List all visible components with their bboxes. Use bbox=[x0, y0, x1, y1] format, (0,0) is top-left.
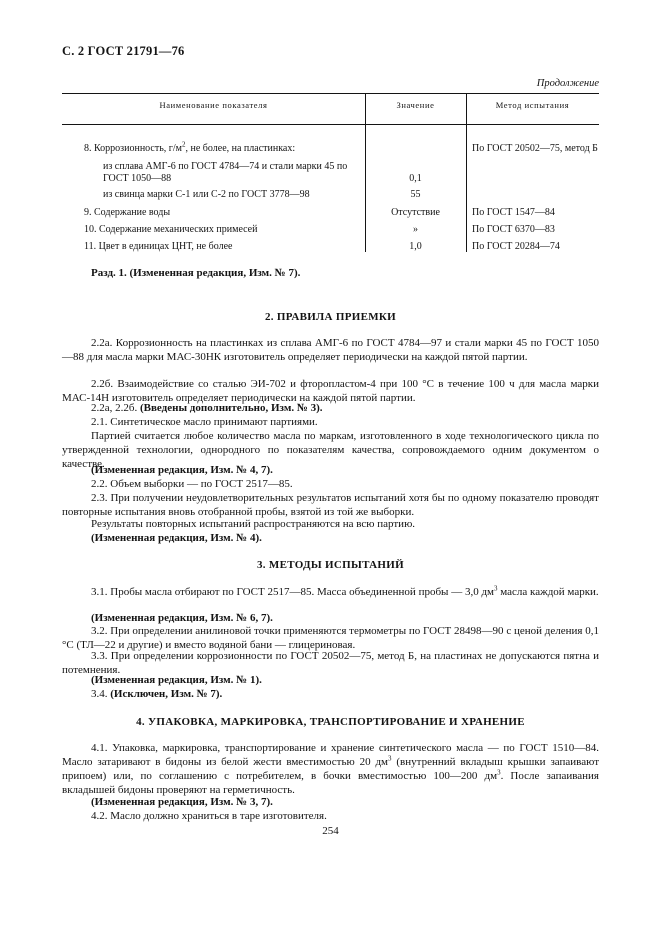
paragraph-4-1: 4.1. Упаковка, маркировка, транспортирование и хранение синтетического масла — по ГОСТ 1510—84. Масло затаривают в бидоны из белой жести вместимостью 20 $дм^3$ (внутренний вкладыш крышки запаивают припоем) или, по соглашению с потребителем, в бочки вместимостью 100—200 $дм^3$. После запаивания вкладышей бидоны проверяют на герметичность. bbox=[62, 742, 599, 796]
paragraph-3-1: 3.1. Пробы масла отбирают по ГОСТ 2517—85. Масса объединенной пробы — 3,0 $дм^3$ масла каждой марки. bbox=[91, 584, 599, 598]
table-row-8-sub2-value: 55 bbox=[410, 189, 421, 200]
paragraph-2-2a: 2.2а. Коррозионность на пластинках из сплава АМГ-6 по ГОСТ 4784—97 и стали марки 45 по ГОСТ 1050—88 для масла марки МАС-30НК изготовитель определяет периодически на каждой пятой партии. bbox=[62, 337, 599, 363]
paragraph-2-2: 2.2. Объем выборки — по ГОСТ 2517—85. bbox=[91, 478, 293, 490]
section-4-title: 4. УПАКОВКА, МАРКИРОВКА, ТРАНСПОРТИРОВАНИЕ И ХРАНЕНИЕ bbox=[136, 716, 525, 728]
paragraph-2-1-batch: Партией считается любое количество масла по маркам, изготовленного в ходе технологического цикла по утвержденной технологии, однородного по показателям качества, сопровождаемого одним документом о качестве. bbox=[62, 430, 599, 470]
edit-note-2-b: (Измененная редакция, Изм. № 4). bbox=[91, 532, 262, 544]
section-1-note: Разд. 1. (Измененная редакция, Изм. № 7). bbox=[91, 267, 301, 279]
paragraph-4-2: 4.2. Масло должно храниться в таре изготовителя. bbox=[91, 810, 327, 822]
continued-label: Продолжение bbox=[536, 78, 599, 89]
paragraph-2-2b: 2.2б. Взаимодействие со сталью ЭИ-702 и фторопластом-4 при 100 °С в течение 100 ч для масла марки МАС-14Н изготовитель определяет периодически на каждой пятой партии. bbox=[62, 378, 599, 404]
table-row-8-sub2-label: из свинца марки С-1 или С-2 по ГОСТ 3778—98 bbox=[103, 189, 310, 200]
edit-note-4-a: (Измененная редакция, Изм. № 3, 7). bbox=[91, 796, 273, 808]
paragraph-2-1: 2.1. Синтетическое масло принимают партиями. bbox=[91, 416, 318, 428]
table-row-10-method: По ГОСТ 6370—83 bbox=[472, 224, 555, 235]
table-col-divider-2-body bbox=[466, 125, 467, 252]
table-row-9-label: 9. Содержание воды bbox=[84, 207, 171, 218]
edit-note-2-a: (Измененная редакция, Изм. № 4, 7). bbox=[91, 464, 273, 476]
paragraph-3-4: 3.4. (Исключен, Изм. № 7). bbox=[91, 688, 223, 700]
edit-note-3-b: (Измененная редакция, Изм. № 1). bbox=[91, 674, 262, 686]
paragraph-2-3: 2.3. При получении неудовлетворительных результатов испытаний хотя бы по одному показателю проводят повторные испытания вновь отобранной пробы, взятой из той же выборки. bbox=[62, 492, 599, 518]
table-row-11-value: 1,0 bbox=[409, 241, 422, 252]
table-row-8-label: 8. Коррозионность, $г/м^2$, не более, на пластинках: bbox=[84, 140, 296, 154]
table-row-11-method: По ГОСТ 20284—74 bbox=[472, 241, 560, 252]
section-3-title: 3. МЕТОДЫ ИСПЫТАНИЙ bbox=[257, 559, 404, 571]
table-row-10-value: » bbox=[413, 224, 418, 235]
section-2-title: 2. ПРАВИЛА ПРИЕМКИ bbox=[264, 311, 397, 323]
paragraph-3-2: 3.2. При определении анилиновой точки применяются термометры по ГОСТ 28498—90 с ценой деления 0,1 °С (ТЛ—22 и другие) и вместо водяной бани — глицериновая. bbox=[62, 625, 599, 651]
edit-note-3-a: (Измененная редакция, Изм. № 6, 7). bbox=[91, 612, 273, 624]
table-row-8-sub1-value: 0,1 bbox=[409, 173, 422, 184]
table-row-8-sub1-label: из сплава АМГ-6 по ГОСТ 4784—74 и стали марки 45 по ГОСТ 1050—88 bbox=[103, 161, 348, 184]
paragraph-2-3-results: Результаты повторных испытаний распространяются на всю партию. bbox=[91, 518, 416, 530]
table-header-method: Метод испытания bbox=[495, 100, 570, 110]
paragraph-2-2a-2b-intro: 2.2а, 2.2б. (Введены дополнительно, Изм. № 3). bbox=[91, 402, 323, 414]
page-header: С. 2 ГОСТ 21791—76 bbox=[62, 44, 185, 58]
page-number: 254 bbox=[322, 825, 339, 837]
table-header-indicator: Наименование показателя bbox=[159, 100, 268, 110]
table-row-9-method: По ГОСТ 1547—84 bbox=[472, 207, 555, 218]
table-row-8-method: По ГОСТ 20502—75, метод Б bbox=[472, 143, 598, 154]
table-header-rule bbox=[62, 124, 599, 125]
table-header-value: Значение bbox=[396, 100, 435, 110]
table-top-rule bbox=[62, 93, 599, 94]
table-row-11-label: 11. Цвет в единицах ЦНТ, не более bbox=[84, 241, 233, 252]
table-row-9-value: Отсутствие bbox=[391, 207, 440, 218]
paragraph-3-3: 3.3. При определении коррозионности по ГОСТ 20502—75, метод Б, на пластинах не допускаются пятна и потемнения. bbox=[62, 650, 599, 676]
table-row-10-label: 10. Содержание механических примесей bbox=[84, 224, 258, 235]
